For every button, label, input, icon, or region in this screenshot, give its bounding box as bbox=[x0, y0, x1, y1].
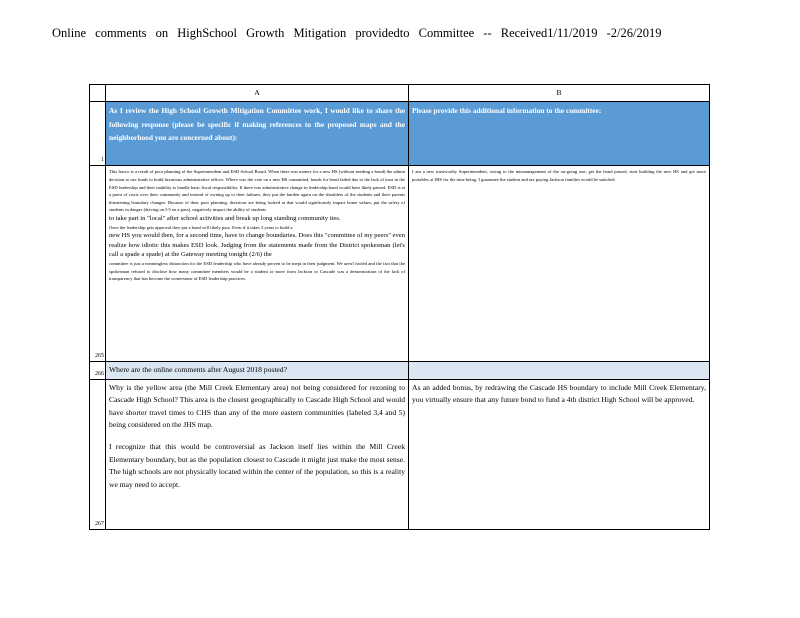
comment-cell-a[interactable] bbox=[106, 166, 409, 362]
row-number[interactable]: 1 bbox=[90, 102, 106, 166]
comment-text: This fiasco is a result of poor planning of the Superintendent and ESD School Board. When there was money for a new HS (without needing a bond) the admin decision to use funds to build luxurious administrative offices. Where was the vote on a new HS committed, bonds for bond failed due to the lack of trust in the ESD leadership and their inability to handle basic fiscal responsibility. If there was administrative change in leadership bond would have likely passed. ESD is at a point of crisis over their community and instead of owning up to their failures, they put the burden again on the shoulders of the students and their parents threatening boundary changes. Because of their poor planning, decisions are being looked at that would significantly impact home values, put the safety of students in danger (driving on I-5 on a pass), negatively impact the ability of students bbox=[109, 169, 405, 213]
comment-text: new HS you would then, for a second time, have to change boundaries. Does this "committee of my peers" even realize how idiotic this makes ESD look. Judging from the statements made from the District spokesman (let's call a spade a spade) at the Gateway meeting tonight (2/6) the bbox=[109, 232, 405, 259]
comment-text: I recognize that this would be controversial as Jackson itself lies within the Mill Creek Elementary boundary, but as the population closest to Cascade it might just make the most sense. The high schools are not physically located within the center of the population, so this is a reality we may need to accept. bbox=[109, 442, 405, 489]
row-number[interactable]: 265 bbox=[90, 166, 106, 362]
paragraph-gap bbox=[109, 431, 405, 441]
column-header-row bbox=[90, 85, 710, 102]
table-row bbox=[90, 166, 710, 362]
comment-text: Why is the yellow area (the Mill Creek Elementary area) not being considered for rezoning to Cascade High School? This area is the closest geographically to Cascade High School and would have shorter travel times to CHS than any of the more eastern communities (labeled 3,4 and 5) being considered on the JHS map. bbox=[109, 382, 405, 430]
comments-table bbox=[89, 84, 710, 530]
question-cell-b[interactable]: Please provide this additional information to the committee: bbox=[409, 102, 710, 166]
row-number[interactable]: 267 bbox=[90, 379, 106, 529]
comment-text: committee is just a meaningless distraction for the ESD leadership who have already proven to be inept in their judgment. We aren't fooled and the fact that the spokesman refused to disclose how many committee members would be a student or more from Jackson or Cascade was a demonstration of the lack of transparency that has become the cornerstone of ESD leadership practices. bbox=[109, 260, 405, 282]
comment-cell-a[interactable] bbox=[106, 379, 409, 529]
comment-text: to take part in "local" after school activities and break up long standing community ties. bbox=[109, 214, 341, 222]
table-row bbox=[90, 102, 710, 166]
table-row bbox=[90, 362, 710, 379]
comment-cell-b[interactable] bbox=[409, 166, 710, 362]
comment-text: Once the leadership gets approval they put a bond will likely pass. Even if it takes 3 years to build a bbox=[109, 224, 293, 230]
comment-text: As an added bonus, by redrawing the Cascade HS boundary to include Mill Creek Elementary, you virtually ensure that any future bond to fund a 4th district High School will be approved. bbox=[412, 382, 706, 405]
question-cell-a[interactable]: As I review the High School Growth Mitigation Committee work, I would like to share the following response (please be specific if making references to the proposed maps and the neighborhood you are concerned about): bbox=[106, 102, 409, 166]
comment-cell-a[interactable]: Where are the online comments after August 2018 posted? bbox=[106, 362, 409, 379]
comment-cell-b[interactable] bbox=[409, 362, 710, 379]
comment-text: I am a new trustworthy Superintendent, owing to the mismanagement of the on-going one, get the bond passed, start building the new HS and get more portables at JHS for the time being. I guarantee the student and tax paying Jackson families would be satisfied. bbox=[412, 169, 706, 182]
page-title: Online comments on HighSchool Growth Mitigation providedto Committee -- Received1/11/2019 -2/26/2019 bbox=[52, 26, 662, 40]
comment-cell-b[interactable] bbox=[409, 379, 710, 529]
table-row bbox=[90, 379, 710, 529]
corner-cell bbox=[90, 85, 106, 102]
column-header-a[interactable]: A bbox=[106, 85, 409, 102]
column-header-b[interactable]: B bbox=[409, 85, 710, 102]
row-number[interactable]: 266 bbox=[90, 362, 106, 379]
